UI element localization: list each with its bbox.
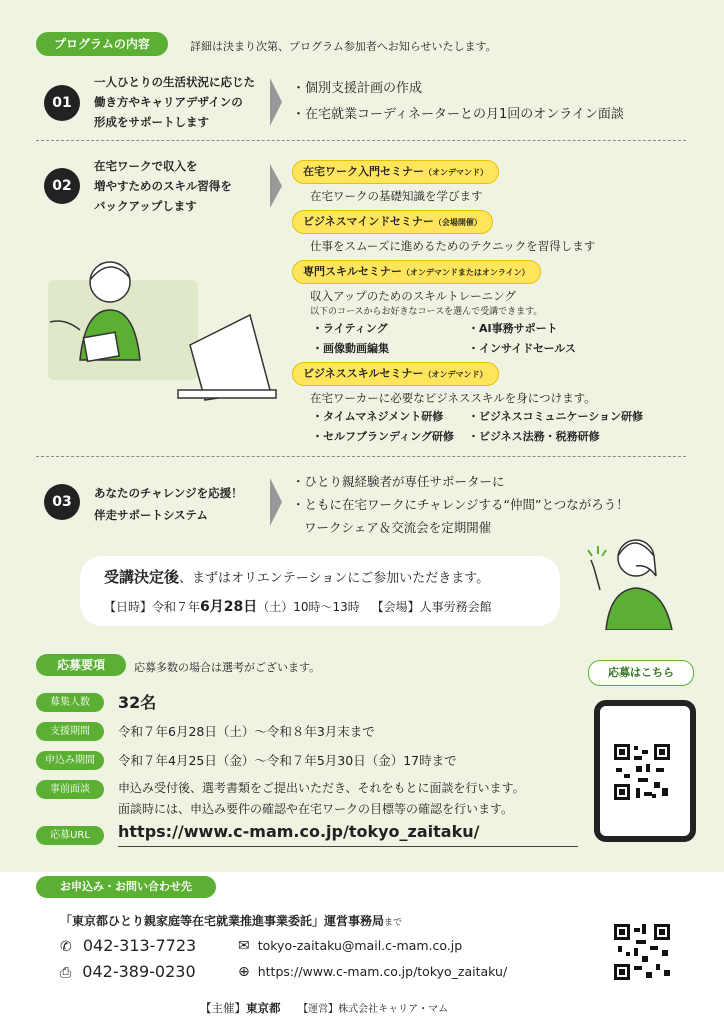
venue-label: 【会場】 [371, 600, 420, 614]
row-label-url: 応募URL [36, 826, 104, 845]
date-pre: 令和７年 [152, 600, 201, 614]
item-03-bullet: ワークシェア＆交流会を定期開催 [304, 520, 492, 535]
row-value-quota: 32名 [118, 693, 157, 712]
seminar-skill-sub: 以下のコースからお好きなコースを選んで受講できます。 [310, 307, 543, 317]
host-label: 【主催】 [200, 1001, 246, 1015]
orientation-details [104, 596, 492, 616]
contact-heading: お申込み・お問い合わせ先 [36, 876, 216, 898]
item-01-bullet: ・個別支援計画の作成 [292, 81, 423, 96]
item-02-text [94, 156, 232, 216]
item-01-bullets [292, 76, 624, 128]
seminar-mode: （会場開催） [433, 218, 482, 227]
contact-org-suffix: まで [384, 918, 403, 928]
course-item: ・AI事務サポート [468, 322, 558, 335]
item-02-chevron [270, 164, 282, 208]
item-01-line: 一人ひとりの生活状況に応じた [94, 75, 255, 89]
item-01-text [94, 72, 255, 132]
seminar-skill-title [292, 260, 541, 284]
seminar-skill-desc: 収入アップのためのスキルトレーニング [310, 289, 516, 303]
apply-qr-code[interactable] [612, 742, 672, 802]
apply-url-link[interactable]: https://www.c-mam.co.jp/tokyo_zaitaku/ [118, 822, 480, 841]
program-heading: プログラムの内容 [36, 32, 168, 56]
course-item: ・インサイドセールス [468, 342, 576, 355]
course-item: ・ライティング [312, 322, 388, 335]
divider [36, 140, 686, 141]
contact-org [60, 912, 402, 929]
seminar-title: 専門スキルセミナー [303, 265, 402, 278]
interview-line: 面談時には、申込み要件の確認や在宅ワークの目標等の確認を行います。 [118, 802, 514, 816]
item-03-line: あなたのチャレンジを応援！ [94, 486, 243, 500]
fax-icon: ⎙ [60, 965, 72, 981]
item-02-line: 増やすためのスキル習得を [94, 179, 232, 193]
item-02-line: 在宅ワークで収入を [94, 159, 198, 173]
item-02-line: バックアップします [94, 199, 197, 213]
orientation-lead-rest: 、まずはオリエンテーションにご参加いただきます。 [179, 571, 490, 586]
seminar-mode: （オンデマンドまたはオンライン） [401, 268, 530, 277]
apply-note: 応募多数の場合は選考がございます。 [134, 661, 321, 674]
course-item: ・タイムマネジメント研修 [312, 410, 444, 423]
date-post: （土）10時～13時 [257, 600, 360, 614]
seminar-biz-desc: 在宅ワーカーに必要なビジネススキルを身につけます。 [310, 391, 596, 405]
phone-icon: ✆ [60, 939, 72, 955]
course-item: ・セルフブランディング研修 [312, 430, 454, 443]
worker-illustration [40, 240, 280, 420]
program-note: 詳細は決まり次第、プログラム参加者へお知らせいたします。 [190, 40, 497, 53]
contact-org-name: 「東京都ひとり親家庭等在宅就業推進事業委託」運営事務局 [60, 914, 385, 928]
apply-heading: 応募要項 [36, 654, 126, 676]
item-01-chevron [270, 78, 282, 126]
operator: 株式会社キャリア・マム [338, 1004, 449, 1015]
apply-button[interactable]: 応募はこちら [588, 660, 694, 686]
item-01-line: 形成をサポートします [94, 115, 209, 129]
row-label-quota: 募集人数 [36, 693, 104, 712]
footer [200, 1000, 448, 1016]
seminar-biz-title [292, 362, 499, 386]
seminar-title: ビジネススキルセミナー [303, 367, 424, 380]
globe-icon: ⊕ [238, 964, 250, 980]
row-label-application: 申込み期間 [36, 751, 104, 770]
course-item: ・ビジネスコミュニケーション研修 [468, 410, 644, 423]
item-03-bullet: ・ひとり親経験者が専任サポーターに [292, 474, 505, 489]
seminar-mind-desc: 仕事をスムーズに進めるためのテクニックを習得します [310, 239, 596, 253]
item-number-02: 02 [44, 168, 80, 204]
venue: 人事労務会館 [419, 600, 492, 614]
phone-row [60, 936, 196, 955]
date-label: 【日時】 [104, 600, 153, 614]
supporter-illustration [576, 520, 686, 630]
seminar-intro-title [292, 160, 499, 184]
row-value-interview [118, 778, 525, 820]
tel-number[interactable]: 042-313-7723 [82, 936, 197, 955]
item-03-bullet: ・ともに在宅ワークにチャレンジする“仲間”とつながろう！ [292, 497, 629, 512]
web-row [238, 964, 507, 980]
item-03-chevron [270, 478, 282, 526]
item-01-bullet: ・在宅就業コーディネーターとの月1回のオンライン面談 [292, 107, 624, 122]
fax-row [60, 962, 196, 981]
row-label-interview: 事前面談 [36, 780, 104, 799]
row-value-application: 令和７年4月25日（金）～令和７年5月30日（金）17時まで [118, 753, 457, 768]
contact-qr-code[interactable] [612, 922, 672, 982]
item-03-line: 伴走サポートシステム [94, 508, 208, 522]
interview-line: 申込み受付後、選考書類をご提出いただき、それをもとに面談を行います。 [118, 781, 525, 795]
seminar-intro-desc: 在宅ワークの基礎知識を学びます [310, 189, 483, 203]
host: 東京都 [246, 1001, 281, 1015]
seminar-title: ビジネスマインドセミナー [303, 215, 434, 228]
date-bold: 6月28日 [200, 599, 258, 615]
web-link[interactable]: https://www.c-mam.co.jp/tokyo_zaitaku/ [257, 964, 508, 979]
seminar-mode: （オンデマンド） [423, 370, 488, 379]
mail-icon: ✉ [238, 938, 250, 954]
item-01-line: 働き方やキャリアデザインの [94, 95, 243, 109]
course-item: ・画像動画編集 [312, 342, 389, 355]
course-item: ・ビジネス法務・税務研修 [468, 430, 600, 443]
row-value-period: 令和７年6月28日（土）～令和８年3月末まで [118, 724, 375, 739]
divider [36, 456, 686, 457]
seminar-mode: （オンデマンド） [424, 168, 488, 177]
url-arrow [118, 846, 578, 847]
seminar-title: 在宅ワーク入門セミナー [303, 165, 424, 178]
item-number-01: 01 [44, 85, 80, 121]
orientation-lead-bold: 受講決定後 [104, 568, 180, 586]
mail-row [238, 938, 462, 954]
item-number-03: 03 [44, 484, 80, 520]
item-03-text [94, 482, 243, 526]
row-label-period: 支援期間 [36, 722, 104, 741]
fax-number: 042-389-0230 [82, 962, 196, 981]
orientation-lead [104, 566, 489, 587]
seminar-mind-title [292, 210, 493, 234]
operator-label: 【運営】 [298, 1004, 339, 1015]
email-link[interactable]: tokyo-zaitaku@mail.c-mam.co.jp [257, 938, 463, 953]
